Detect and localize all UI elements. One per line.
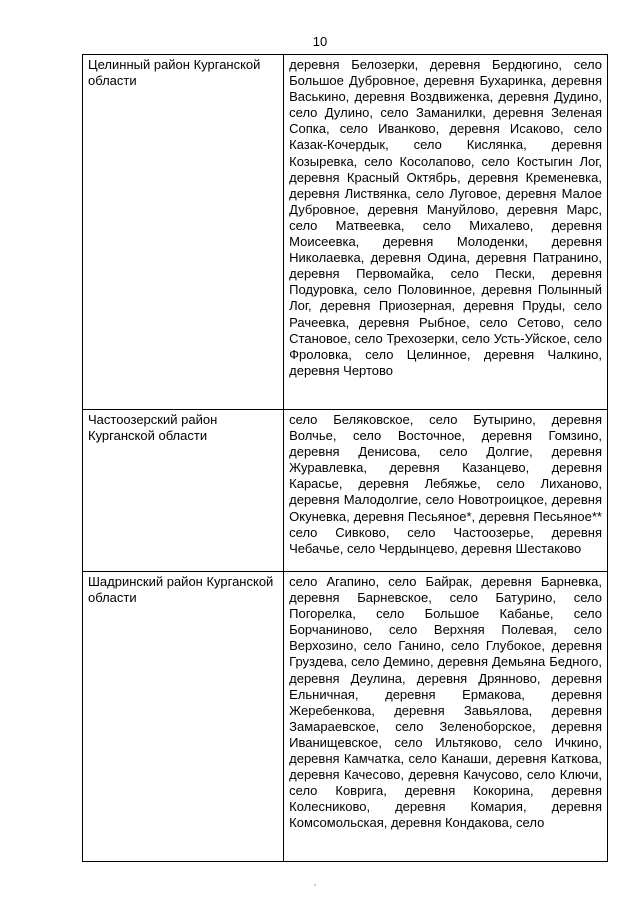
district-cell: Шадринский район Курганской области xyxy=(83,572,284,862)
table-row xyxy=(83,55,608,410)
settlements-cell: село Агапино, село Байрак, деревня Барневка, деревня Барневское, село Батурино, село Погорелка, село Большое Кабанье, село Борчаниново, село Верхняя Полевая, село Верхозино, село Ганино, село Глубокое, деревня Груздева, село Демино, деревня Демьяна Бедного, деревня Деулина, деревня Дрянново, деревня Ельничная, деревня Ермакова, деревня Жеребенкова, деревня Завьялова, деревня Замараевское, село Зеленоборское, деревня Иванищевское, село Ильтяково, село Ичкино, деревня Камчатка, село Канаши, деревня Каткова, деревня Качесово, деревня Качусово, село Ключи, село Коврига, деревня Кокорина, деревня Колесниково, деревня Комария, деревня Комсомольская, деревня Кондакова, село xyxy=(284,572,608,862)
settlements-cell: деревня Белозерки, деревня Бердюгино, село Большое Дубровное, деревня Бухаринка, деревня Васькино, деревня Воздвиженка, деревня Дудино, село Дулино, село Заманилки, деревня Зеленая Сопка, село Иванково, деревня Исаково, село Казак-Кочердык, село Кислянка, деревня Козыревка, село Косолапово, село Костыгин Лог, деревня Красный Октябрь, деревня Кременевка, деревня Листвянка, село Луговое, деревня Малое Дубровное, деревня Мануйлово, деревня Марс, село Матвеевка, село Михалево, деревня Моисеевка, деревня Молоденки, деревня Николаевка, деревня Одина, деревня Патранино, деревня Первомайка, село Пески, деревня Подуровка, село Половинное, деревня Полынный Лог, деревня Приозерная, деревня Пруды, село Рачеевка, деревня Рыбное, село Сетово, село Становое, село Трехозерки, село Усть-Уйское, село Фроловка, село Целинное, деревня Чалкино, деревня Чертово xyxy=(284,55,608,410)
settlements-cell: село Беляковское, село Бутырино, деревня Волчье, село Восточное, деревня Гомзино, деревня Денисова, село Долгие, деревня Журавлевка, деревня Казанцево, деревня Карасье, деревня Лебяжье, село Лиханово, деревня Малодолгие, село Новотроицкое, деревня Окуневка, деревня Песьяное*, деревня Песьяное** село Сивково, село Частоозерье, деревня Чебачье, село Чердынцево, деревня Шестаково xyxy=(284,410,608,572)
page-number: 10 xyxy=(312,34,328,49)
table-row xyxy=(83,572,608,862)
district-cell: Частоозерский район Курганской области xyxy=(83,410,284,572)
settlements-table xyxy=(82,54,608,862)
district-cell: Целинный район Курганской области xyxy=(83,55,284,410)
table-row xyxy=(83,410,608,572)
scan-speck xyxy=(314,884,316,886)
